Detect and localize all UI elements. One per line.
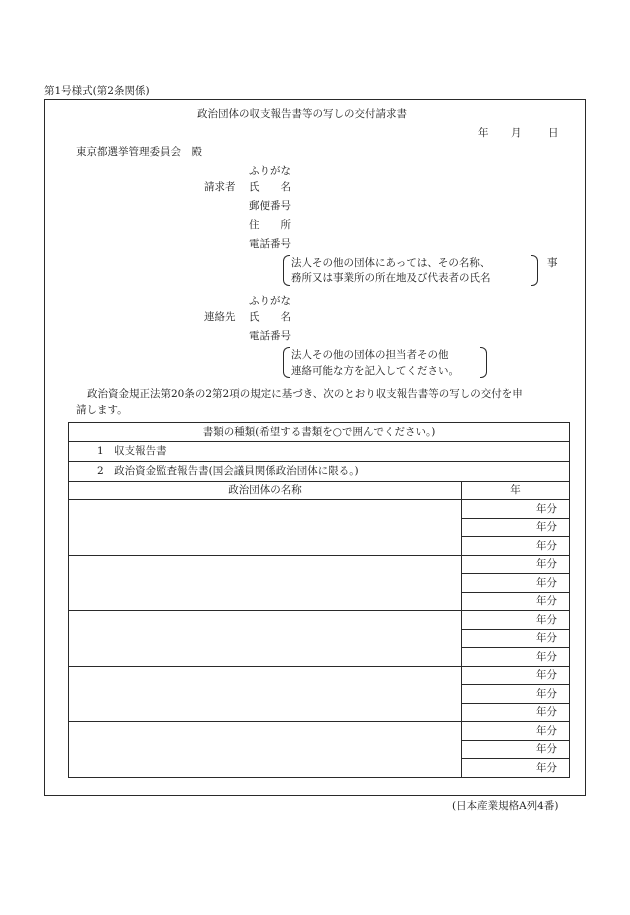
table-row <box>69 500 570 519</box>
kind-row <box>69 441 570 461</box>
group-name-cell[interactable] <box>69 611 462 667</box>
year-cell[interactable]: 年分 <box>462 666 570 685</box>
contact-phone-label: 電話番号 <box>249 330 291 342</box>
statement-line2: 請します。 <box>76 404 128 416</box>
group-name-cell[interactable] <box>69 666 462 722</box>
group-name-cell[interactable] <box>69 500 462 556</box>
table-row <box>69 611 570 630</box>
requester-note-line2: 務所又は事業所の所在地及び代表者の氏名 <box>291 272 491 284</box>
requester-note-outside: 事 <box>547 257 558 269</box>
requester-furigana-label: ふりがな <box>249 165 291 177</box>
year-cell[interactable]: 年分 <box>462 518 570 537</box>
year-cell[interactable]: 年分 <box>462 537 570 556</box>
requester-phone-label: 電話番号 <box>249 238 291 250</box>
requester-note-line1: 法人その他の団体にあっては、その名称、 <box>291 257 491 269</box>
date-day: 日 <box>548 127 559 139</box>
kind-item-audit[interactable]: 2 政治資金監査報告書(国会議員関係政治団体に限る。) <box>69 461 570 481</box>
document-table <box>68 422 570 778</box>
year-cell[interactable]: 年分 <box>462 629 570 648</box>
kind-item-report[interactable]: 1 収支報告書 <box>69 441 570 461</box>
kind-row <box>69 461 570 481</box>
contact-note-bracket-right <box>480 347 487 378</box>
contact-note-line1: 法人その他の団体の担当者その他 <box>291 349 449 361</box>
kind-header-row <box>69 423 570 442</box>
year-cell[interactable]: 年分 <box>462 574 570 593</box>
date-month: 月 <box>511 127 522 139</box>
form-title: 政治団体の収支報告書等の写しの交付請求書 <box>197 108 407 120</box>
statement-line1: 政治資金規正法第20条の2第2項の規定に基づき、次のとおり収支報告書等の写しの交付を申 <box>87 388 523 400</box>
year-cell[interactable]: 年分 <box>462 740 570 759</box>
table-row <box>69 555 570 574</box>
contact-note-bracket-left <box>283 347 290 378</box>
addressee: 東京都選挙管理委員会 殿 <box>76 146 202 158</box>
year-cell[interactable]: 年分 <box>462 703 570 722</box>
date-year: 年 <box>478 127 489 139</box>
group-name-cell[interactable] <box>69 555 462 611</box>
year-cell[interactable]: 年分 <box>462 685 570 704</box>
year-cell[interactable]: 年分 <box>462 500 570 519</box>
requester-address-label: 住 所 <box>249 219 291 231</box>
footer-note: (日本産業規格A列4番) <box>452 800 559 812</box>
contact-label: 連絡先 <box>204 311 236 323</box>
year-cell[interactable]: 年分 <box>462 759 570 778</box>
contact-furigana-label: ふりがな <box>249 295 291 307</box>
requester-name-label: 氏 名 <box>249 181 291 193</box>
column-header-row <box>69 481 570 500</box>
kind-header: 書類の種類(希望する書類を○で囲んでください。) <box>69 423 570 442</box>
group-name-cell[interactable] <box>69 722 462 778</box>
year-cell[interactable]: 年分 <box>462 592 570 611</box>
contact-name-label: 氏 名 <box>249 311 291 323</box>
year-cell[interactable]: 年分 <box>462 611 570 630</box>
requester-label: 請求者 <box>204 181 236 193</box>
requester-note-bracket-left <box>283 255 290 286</box>
column-header-year: 年 <box>462 481 570 500</box>
requester-postal-label: 郵便番号 <box>249 200 291 212</box>
requester-note-bracket-right <box>531 255 538 286</box>
year-cell[interactable]: 年分 <box>462 648 570 667</box>
table-row <box>69 666 570 685</box>
table-row <box>69 722 570 741</box>
form-number: 第1号様式(第2条関係) <box>44 85 150 97</box>
year-cell[interactable]: 年分 <box>462 722 570 741</box>
column-header-name: 政治団体の名称 <box>69 481 462 500</box>
contact-note-line2: 連絡可能な方を記入してください。 <box>291 365 459 377</box>
year-cell[interactable]: 年分 <box>462 555 570 574</box>
